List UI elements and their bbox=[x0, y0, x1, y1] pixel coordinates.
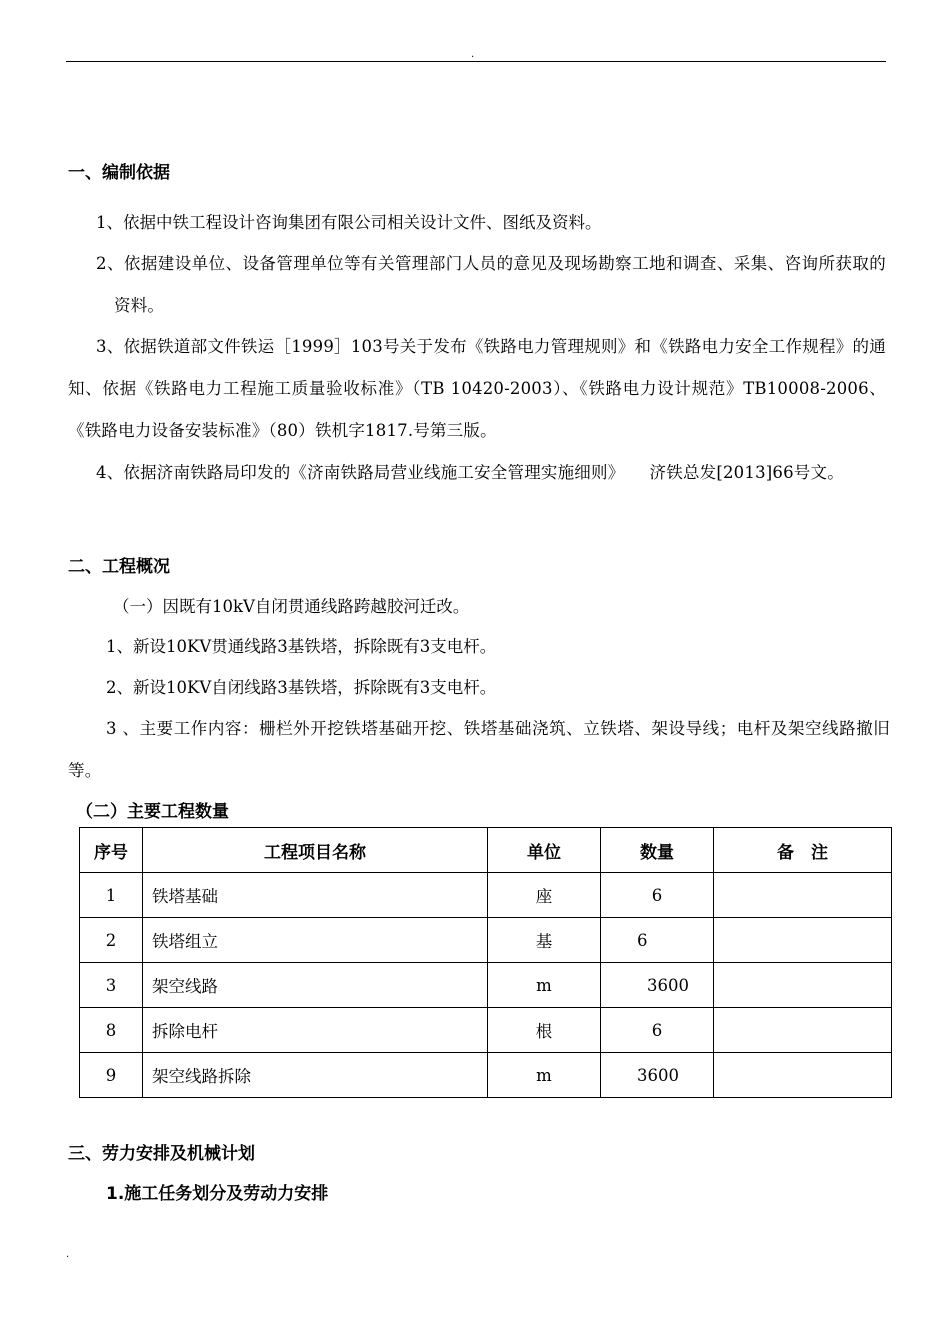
footer-mark: . bbox=[66, 1249, 70, 1260]
overview-item-3: 3 、主要工作内容：栅栏外开挖铁塔基础开挖、铁塔基础浇筑、立铁塔、架设导线；电杆及架空线路撤旧等。 bbox=[68, 719, 890, 780]
header-remarks: 备 注 bbox=[714, 828, 892, 873]
table-row bbox=[80, 1008, 892, 1053]
section-heading-basis: 一、编制依据 bbox=[68, 163, 170, 183]
section-heading-overview: 二、工程概况 bbox=[68, 557, 170, 577]
basis-item-4: 4、依据济南铁路局印发的《济南铁路局营业线施工安全管理实施细则》 济铁总发[2013]66号文。 bbox=[96, 463, 844, 482]
row-quantity: 6 bbox=[601, 918, 714, 963]
row-unit: 基 bbox=[488, 918, 601, 963]
row-unit: m bbox=[488, 963, 601, 1008]
row-item-name: 架空线路拆除 bbox=[143, 1053, 488, 1098]
row-quantity: 6 bbox=[601, 873, 714, 918]
header-mark: . bbox=[471, 49, 475, 60]
table-row bbox=[80, 963, 892, 1008]
header-unit: 单位 bbox=[488, 828, 601, 873]
basis-item-2 bbox=[96, 243, 886, 327]
row-unit: 根 bbox=[488, 1008, 601, 1053]
basis-item-1: 1、依据中铁工程设计咨询集团有限公司相关设计文件、图纸及资料。 bbox=[96, 213, 602, 232]
row-remarks bbox=[714, 918, 892, 963]
row-item-name: 铁塔基础 bbox=[143, 873, 488, 918]
row-remarks bbox=[714, 963, 892, 1008]
overview-item-1: 1、新设10KV贯通线路3基铁塔，拆除既有3支电杆。 bbox=[106, 637, 497, 656]
row-index: 9 bbox=[80, 1053, 143, 1098]
quantities-heading: （二）主要工程数量 bbox=[76, 802, 229, 822]
table-row bbox=[80, 873, 892, 918]
section-heading-labor: 三、劳力安排及机械计划 bbox=[68, 1144, 255, 1164]
row-remarks bbox=[714, 1008, 892, 1053]
row-quantity: 3600 bbox=[601, 963, 714, 1008]
row-item-name: 铁塔组立 bbox=[143, 918, 488, 963]
basis-item-2-text: 2、依据建设单位、设备管理单位等有关管理部门人员的意见及现场勘察工地和调查、采集、咨询所获取的资料。 bbox=[96, 254, 886, 315]
basis-item-3: 3、依据铁道部文件铁运［1999］103号关于发布《铁路电力管理规则》和《铁路电力安全工作规程》的通知、依据《铁路电力工程施工质量验收标准》（TB 10420-2003）、《铁路电力设计规范》TB10008-2006、《铁路电力设备安装标准》（80）铁机字1817.号第三版。 bbox=[68, 337, 886, 440]
row-index: 2 bbox=[80, 918, 143, 963]
table-row bbox=[80, 1053, 892, 1098]
row-remarks bbox=[714, 873, 892, 918]
quantities-table bbox=[79, 827, 892, 1098]
row-item-name: 拆除电杆 bbox=[143, 1008, 488, 1053]
row-item-name: 架空线路 bbox=[143, 963, 488, 1008]
header-quantity: 数量 bbox=[601, 828, 714, 873]
row-quantity: 6 bbox=[601, 1008, 714, 1053]
labor-sub-1: 1.施工任务划分及劳动力安排 bbox=[106, 1184, 329, 1204]
row-index: 1 bbox=[80, 873, 143, 918]
row-index: 3 bbox=[80, 963, 143, 1008]
overview-sub-1: （一）因既有10kV自闭贯通线路跨越胶河迁改。 bbox=[113, 597, 470, 616]
overview-item-2: 2、新设10KV自闭线路3基铁塔，拆除既有3支电杆。 bbox=[106, 678, 497, 697]
header-rule bbox=[66, 61, 886, 62]
row-unit: 座 bbox=[488, 873, 601, 918]
row-index: 8 bbox=[80, 1008, 143, 1053]
row-quantity: 3600 bbox=[601, 1053, 714, 1098]
header-item-name: 工程项目名称 bbox=[143, 828, 488, 873]
table-header-row bbox=[80, 828, 892, 873]
row-remarks bbox=[714, 1053, 892, 1098]
header-index: 序号 bbox=[80, 828, 143, 873]
row-unit: m bbox=[488, 1053, 601, 1098]
table-row bbox=[80, 918, 892, 963]
